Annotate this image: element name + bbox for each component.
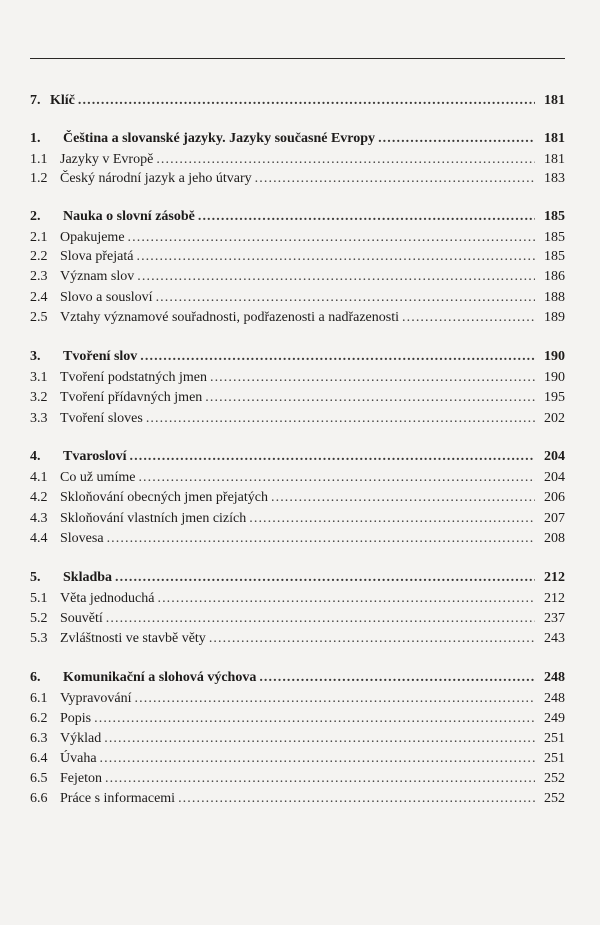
toc-page-number: 243	[544, 631, 565, 646]
dot-leader	[209, 630, 535, 648]
toc-title: Tvoření slov	[63, 349, 138, 364]
toc-number: 4.1	[30, 470, 48, 485]
toc-number: 5.	[30, 570, 41, 585]
toc-title: Čeština a slovanské jazyky. Jazyky současné Evropy	[63, 131, 376, 146]
toc-page-number: 181	[544, 152, 565, 167]
toc-page-number: 189	[544, 310, 565, 325]
toc-title: Tvoření přídavných jmen	[60, 390, 203, 405]
toc-number: 6.1	[30, 691, 48, 706]
toc-page-number: 183	[544, 171, 565, 186]
toc-number: 2.2	[30, 249, 48, 264]
dot-leader	[178, 790, 535, 808]
toc-title: Souvětí	[60, 611, 103, 626]
toc-title: Výklad	[60, 731, 102, 746]
toc-title: Věta jednoduchá	[60, 591, 155, 606]
toc-title: Tvoření sloves	[60, 411, 143, 426]
toc-page-number: 181	[544, 93, 565, 108]
toc-title: Skladba	[63, 570, 113, 585]
toc-page-number: 185	[544, 249, 565, 264]
dot-leader	[106, 610, 535, 628]
toc-title: Co už umíme	[60, 470, 136, 485]
toc-page-number: 204	[544, 449, 565, 464]
toc-item[interactable]	[30, 268, 565, 286]
toc-number: 3.2	[30, 390, 48, 405]
toc-number: 5.2	[30, 611, 48, 626]
toc-item[interactable]	[30, 530, 565, 548]
header-rule	[30, 58, 565, 59]
toc-number: 1.1	[30, 152, 48, 167]
toc-item[interactable]	[30, 630, 565, 648]
dot-leader	[402, 309, 535, 327]
dot-leader	[271, 489, 535, 507]
toc-item[interactable]	[30, 750, 565, 768]
toc-page-number: 185	[544, 209, 565, 224]
toc-item[interactable]	[30, 151, 565, 169]
toc-page-number: 212	[544, 591, 565, 606]
toc-page-number: 190	[544, 370, 565, 385]
toc-number: 5.1	[30, 591, 48, 606]
toc-section-heading[interactable]	[30, 130, 565, 148]
dot-leader	[210, 369, 535, 387]
toc-page-number: 249	[544, 711, 565, 726]
toc-page-number: 248	[544, 691, 565, 706]
dot-leader	[136, 248, 535, 266]
toc-item[interactable]	[30, 510, 565, 528]
toc-page-number: 252	[544, 771, 565, 786]
dot-leader	[115, 569, 535, 587]
toc-title: Opakujeme	[60, 230, 125, 245]
toc-title: Popis	[60, 711, 92, 726]
toc-title: Tvarosloví	[63, 449, 127, 464]
toc-item[interactable]	[30, 389, 565, 407]
toc-item[interactable]	[30, 610, 565, 628]
toc-item[interactable]	[30, 369, 565, 387]
dot-leader	[135, 690, 535, 708]
dot-leader	[157, 590, 535, 608]
toc-number: 6.	[30, 670, 41, 685]
toc-title: Český národní jazyk a jeho útvary	[60, 171, 252, 186]
toc-title: Slovesa	[60, 531, 104, 546]
dot-leader	[156, 289, 535, 307]
toc-item[interactable]	[30, 730, 565, 748]
toc-section-heading[interactable]	[30, 348, 565, 366]
toc-item[interactable]	[30, 590, 565, 608]
toc-number: 4.4	[30, 531, 48, 546]
toc-number: 4.	[30, 449, 41, 464]
toc-title: Slovo a sousloví	[60, 290, 153, 305]
toc-number: 2.	[30, 209, 41, 224]
dot-leader	[137, 268, 535, 286]
toc-number: 2.4	[30, 290, 48, 305]
dot-leader	[259, 669, 535, 687]
toc-item[interactable]	[30, 289, 565, 307]
toc-number: 3.	[30, 349, 41, 364]
dot-leader	[138, 469, 535, 487]
toc-number: 6.3	[30, 731, 48, 746]
dot-leader	[255, 170, 535, 188]
toc-page-number: 206	[544, 490, 565, 505]
dot-leader	[128, 229, 535, 247]
toc-number: 6.5	[30, 771, 48, 786]
toc-page-number: 237	[544, 611, 565, 626]
toc-page-number: 204	[544, 470, 565, 485]
toc-item[interactable]	[30, 790, 565, 808]
toc-number: 6.6	[30, 791, 48, 806]
toc-item[interactable]	[30, 489, 565, 507]
toc-number: 2.1	[30, 230, 48, 245]
toc-item[interactable]	[30, 229, 565, 247]
dot-leader	[104, 730, 535, 748]
dot-leader	[156, 151, 535, 169]
toc-title: Úvaha	[60, 751, 97, 766]
dot-leader	[78, 92, 535, 110]
toc-page-number: 248	[544, 670, 565, 685]
dot-leader	[378, 130, 535, 148]
toc-section-heading[interactable]	[30, 448, 565, 466]
toc-number: 6.4	[30, 751, 48, 766]
toc-section-heading[interactable]	[30, 208, 565, 226]
dot-leader	[198, 208, 535, 226]
toc-item[interactable]	[30, 770, 565, 788]
toc-title: Tvoření podstatných jmen	[60, 370, 207, 385]
dot-leader	[105, 770, 535, 788]
toc-entry-klic[interactable]	[30, 92, 565, 110]
dot-leader	[94, 710, 535, 728]
toc-section-heading[interactable]	[30, 569, 565, 587]
dot-leader	[249, 510, 535, 528]
toc-item[interactable]	[30, 469, 565, 487]
toc-title: Slova přejatá	[60, 249, 134, 264]
toc-title: Význam slov	[60, 269, 135, 284]
dot-leader	[140, 348, 535, 366]
toc-title: Skloňování vlastních jmen cizích	[60, 511, 247, 526]
toc-title: Vypravování	[60, 691, 132, 706]
toc-page-number: 181	[544, 131, 565, 146]
toc-title: Fejeton	[60, 771, 102, 786]
toc-item[interactable]	[30, 410, 565, 428]
toc-page-number: 185	[544, 230, 565, 245]
toc-title: Komunikační a slohová výchova	[63, 670, 257, 685]
toc-number: 1.	[30, 131, 41, 146]
toc-page-number: 212	[544, 570, 565, 585]
toc-page-number: 208	[544, 531, 565, 546]
toc-title: Vztahy významové souřadnosti, podřazenosti a nadřazenosti	[60, 310, 400, 325]
toc-page-number: 251	[544, 751, 565, 766]
dot-leader	[205, 389, 535, 407]
toc-number: 4.3	[30, 511, 48, 526]
toc-page-number: 251	[544, 731, 565, 746]
toc-item[interactable]	[30, 309, 565, 327]
toc-number: 2.3	[30, 269, 48, 284]
dot-leader	[107, 530, 535, 548]
toc-page-number: 190	[544, 349, 565, 364]
toc-page-number: 188	[544, 290, 565, 305]
toc-item[interactable]	[30, 710, 565, 728]
toc-number: 6.2	[30, 711, 48, 726]
toc-number: 3.3	[30, 411, 48, 426]
toc-page-number: 195	[544, 390, 565, 405]
dot-leader	[100, 750, 535, 768]
toc-page-number: 252	[544, 791, 565, 806]
toc-page-number: 207	[544, 511, 565, 526]
toc-title: Práce s informacemi	[60, 791, 176, 806]
toc-title: Klíč	[50, 93, 75, 108]
toc-number: 2.5	[30, 310, 48, 325]
toc-item[interactable]	[30, 248, 565, 266]
toc-number: 5.3	[30, 631, 48, 646]
toc-number: 4.2	[30, 490, 48, 505]
toc-title: Zvláštnosti ve stavbě věty	[60, 631, 206, 646]
toc-item[interactable]	[30, 690, 565, 708]
toc-section-heading[interactable]	[30, 669, 565, 687]
toc-title: Skloňování obecných jmen přejatých	[60, 490, 268, 505]
toc-page-number: 186	[544, 269, 565, 284]
toc-item[interactable]	[30, 170, 565, 188]
toc-number: 1.2	[30, 171, 48, 186]
toc-title: Nauka o slovní zásobě	[63, 209, 195, 224]
toc-title: Jazyky v Evropě	[60, 152, 154, 167]
toc-number: 3.1	[30, 370, 48, 385]
dot-leader	[130, 448, 535, 466]
toc-number: 7.	[30, 93, 41, 108]
dot-leader	[146, 410, 535, 428]
toc-page-number: 202	[544, 411, 565, 426]
